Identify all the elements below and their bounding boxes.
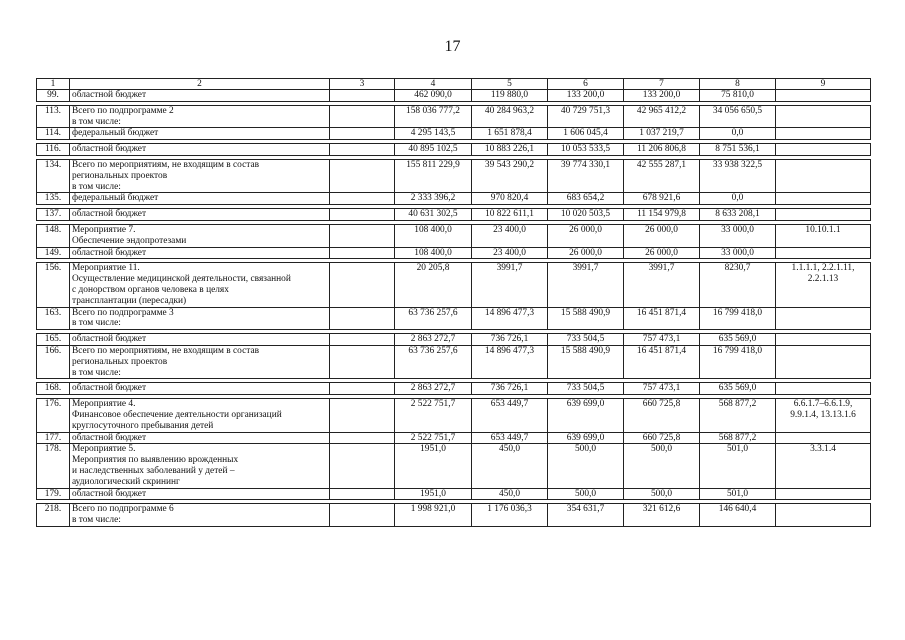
col-3-cell: [330, 128, 395, 140]
row-description: [70, 224, 330, 247]
row-description: [70, 90, 330, 102]
column-header-2: 2: [70, 79, 330, 90]
col-3-cell: [330, 209, 395, 221]
amount-col-4: 1 998 921,0: [395, 504, 472, 527]
col-3-cell: [330, 488, 395, 500]
indicator-codes: [776, 399, 871, 432]
amount-col-4: 4 295 143,5: [395, 128, 472, 140]
amount-col-7: 757 473,1: [624, 383, 700, 395]
table-row: [37, 159, 871, 192]
row-description: [70, 345, 330, 378]
amount-col-5: 3991,7: [472, 263, 548, 307]
amount-col-6: 10 053 533,5: [548, 144, 624, 156]
amount-col-5: 653 449,7: [472, 399, 548, 432]
amount-col-6: 500,0: [548, 488, 624, 500]
col-3-cell: [330, 90, 395, 102]
description-line: областной бюджет: [72, 90, 147, 100]
amount-col-7: 42 555 287,1: [624, 159, 700, 192]
col-3-cell: [330, 345, 395, 378]
description-line: Всего по мероприятиям, не входящим в состав: [72, 345, 260, 356]
amount-col-7: 500,0: [624, 488, 700, 500]
row-number: 116.: [37, 144, 70, 156]
amount-col-4: 2 522 751,7: [395, 432, 472, 444]
table-row: [37, 432, 871, 444]
row-number: 179.: [37, 488, 70, 500]
col-3-cell: [330, 144, 395, 156]
row-number: 165.: [37, 334, 70, 346]
indicator-codes: [776, 224, 871, 247]
amount-col-8: 0,0: [700, 193, 776, 205]
column-header-3: 3: [330, 79, 395, 90]
indicator-codes: [776, 334, 871, 346]
indicator-codes: [776, 247, 871, 259]
col-3-cell: [330, 399, 395, 432]
description-line: с донорством органов человека в целях: [72, 284, 229, 295]
row-description: [70, 209, 330, 221]
table-row: [37, 307, 871, 330]
amount-col-7: 3991,7: [624, 263, 700, 307]
indicator-codes: [776, 345, 871, 378]
indicator-codes: [776, 193, 871, 205]
row-description: [70, 128, 330, 140]
amount-col-8: 0,0: [700, 128, 776, 140]
col-3-cell: [330, 444, 395, 488]
description-line: в том числе:: [72, 318, 121, 329]
amount-col-4: 2 333 396,2: [395, 193, 472, 205]
amount-col-4: 108 400,0: [395, 224, 472, 247]
amount-col-4: 20 205,8: [395, 263, 472, 307]
description-line: областной бюджет: [72, 209, 147, 220]
row-number: 178.: [37, 444, 70, 488]
row-description: [70, 193, 330, 205]
amount-col-4: 40 895 102,5: [395, 144, 472, 156]
description-line: Мероприятие 11.: [72, 263, 140, 274]
row-number: 166.: [37, 345, 70, 378]
amount-col-8: 146 640,4: [700, 504, 776, 527]
amount-col-4: 2 522 751,7: [395, 399, 472, 432]
amount-col-7: 678 921,6: [624, 193, 700, 205]
amount-col-7: 660 725,8: [624, 432, 700, 444]
indicator-code-line: 9.9.1.4, 13.13.1.6: [790, 409, 856, 420]
row-number: 176.: [37, 399, 70, 432]
indicator-codes: [776, 159, 871, 192]
column-header-8: 8: [700, 79, 776, 90]
amount-col-5: 39 543 290,2: [472, 159, 548, 192]
indicator-code-line: 2.2.1.13: [807, 274, 839, 285]
row-number: 177.: [37, 432, 70, 444]
amount-col-6: 39 774 330,1: [548, 159, 624, 192]
indicator-codes: [776, 444, 871, 488]
description-line: Обеспечение эндопротезами: [72, 235, 187, 246]
amount-col-4: 40 631 302,5: [395, 209, 472, 221]
amount-col-4: 108 400,0: [395, 247, 472, 259]
description-line: трансплантации (пересадки): [72, 295, 187, 306]
row-description: [70, 488, 330, 500]
amount-col-5: 1 176 036,3: [472, 504, 548, 527]
amount-col-7: 26 000,0: [624, 247, 700, 259]
amount-col-6: 1 606 045,4: [548, 128, 624, 140]
amount-col-4: 462 090,0: [395, 90, 472, 102]
indicator-code-line: 3.3.1.4: [810, 444, 836, 455]
row-number: 148.: [37, 224, 70, 247]
amount-col-6: 733 504,5: [548, 383, 624, 395]
amount-col-6: 683 654,2: [548, 193, 624, 205]
description-line: областной бюджет: [72, 334, 147, 345]
amount-col-4: 2 863 272,7: [395, 334, 472, 346]
description-line: в том числе:: [72, 116, 121, 127]
column-header-1: 1: [37, 79, 70, 90]
row-number: 135.: [37, 193, 70, 205]
description-line: Мероприятие 5.: [72, 444, 136, 455]
budget-table: [36, 78, 871, 527]
description-line: Всего по подпрограмме 3: [72, 307, 174, 318]
indicator-codes: [776, 105, 871, 128]
row-description: [70, 432, 330, 444]
amount-col-5: 736 726,1: [472, 383, 548, 395]
description-line: федеральный бюджет: [72, 128, 159, 139]
table-row: [37, 193, 871, 205]
col-3-cell: [330, 247, 395, 259]
column-header-5: 5: [472, 79, 548, 90]
table-row: [37, 504, 871, 527]
table-body: [37, 79, 871, 527]
amount-col-8: 75 810,0: [700, 90, 776, 102]
description-line: областной бюджет: [72, 247, 147, 258]
amount-col-5: 40 284 963,2: [472, 105, 548, 128]
amount-col-7: 42 965 412,2: [624, 105, 700, 128]
description-line: областной бюджет: [72, 383, 147, 394]
row-number: 134.: [37, 159, 70, 192]
row-number: 218.: [37, 504, 70, 527]
amount-col-5: 119 880,0: [472, 90, 548, 102]
column-header-6: 6: [548, 79, 624, 90]
amount-col-7: 11 206 806,8: [624, 144, 700, 156]
amount-col-8: 16 799 418,0: [700, 345, 776, 378]
amount-col-8: 33 000,0: [700, 224, 776, 247]
amount-col-5: 23 400,0: [472, 247, 548, 259]
amount-col-6: 10 020 503,5: [548, 209, 624, 221]
indicator-code-line: 1.1.1.1, 2.2.1.11,: [791, 263, 855, 274]
indicator-codes: [776, 307, 871, 330]
col-3-cell: [330, 307, 395, 330]
col-3-cell: [330, 383, 395, 395]
amount-col-8: 33 938 322,5: [700, 159, 776, 192]
indicator-codes: [776, 209, 871, 221]
col-3-cell: [330, 193, 395, 205]
amount-col-5: 23 400,0: [472, 224, 548, 247]
amount-col-7: 26 000,0: [624, 224, 700, 247]
col-3-cell: [330, 159, 395, 192]
row-number: 114.: [37, 128, 70, 140]
amount-col-8: 568 877,2: [700, 432, 776, 444]
amount-col-4: 155 811 229,9: [395, 159, 472, 192]
row-description: [70, 504, 330, 527]
row-description: [70, 263, 330, 307]
description-line: и наследственных заболеваний у детей –: [72, 465, 235, 476]
table-row: [37, 247, 871, 259]
row-number: 168.: [37, 383, 70, 395]
amount-col-7: 500,0: [624, 444, 700, 488]
row-description: [70, 247, 330, 259]
table-row: [37, 444, 871, 488]
amount-col-4: 2 863 272,7: [395, 383, 472, 395]
amount-col-6: 26 000,0: [548, 224, 624, 247]
amount-col-8: 33 000,0: [700, 247, 776, 259]
amount-col-5: 653 449,7: [472, 432, 548, 444]
row-description: [70, 334, 330, 346]
amount-col-6: 354 631,7: [548, 504, 624, 527]
table-row: [37, 90, 871, 102]
amount-col-5: 970 820,4: [472, 193, 548, 205]
amount-col-6: 500,0: [548, 444, 624, 488]
amount-col-5: 736 726,1: [472, 334, 548, 346]
row-number: 99.: [37, 90, 70, 102]
indicator-codes: [776, 432, 871, 444]
amount-col-8: 568 877,2: [700, 399, 776, 432]
amount-col-5: 10 822 611,1: [472, 209, 548, 221]
row-number: 137.: [37, 209, 70, 221]
indicator-codes: [776, 488, 871, 500]
column-header-7: 7: [624, 79, 700, 90]
row-number: 163.: [37, 307, 70, 330]
table-row: [37, 345, 871, 378]
table-row: [37, 334, 871, 346]
amount-col-6: 40 729 751,3: [548, 105, 624, 128]
indicator-codes: [776, 383, 871, 395]
col-3-cell: [330, 432, 395, 444]
description-line: в том числе:: [72, 181, 121, 192]
description-line: Осуществление медицинской деятельности, связанной: [72, 274, 291, 285]
amount-col-5: 1 651 878,4: [472, 128, 548, 140]
row-description: [70, 307, 330, 330]
table-row: [37, 144, 871, 156]
indicator-code-line: 10.10.1.1: [805, 224, 841, 235]
description-line: федеральный бюджет: [72, 193, 159, 204]
amount-col-6: 3991,7: [548, 263, 624, 307]
amount-col-4: 1951,0: [395, 444, 472, 488]
amount-col-8: 501,0: [700, 488, 776, 500]
amount-col-8: 8 633 208,1: [700, 209, 776, 221]
col-3-cell: [330, 334, 395, 346]
amount-col-7: 1 037 219,7: [624, 128, 700, 140]
row-number: 149.: [37, 247, 70, 259]
amount-col-7: 133 200,0: [624, 90, 700, 102]
description-line: в том числе:: [72, 515, 121, 526]
table-row: [37, 128, 871, 140]
amount-col-6: 15 588 490,9: [548, 345, 624, 378]
amount-col-8: 16 799 418,0: [700, 307, 776, 330]
col-3-cell: [330, 263, 395, 307]
table-row: [37, 105, 871, 128]
amount-col-4: 63 736 257,6: [395, 345, 472, 378]
amount-col-6: 133 200,0: [548, 90, 624, 102]
indicator-codes: [776, 90, 871, 102]
amount-col-7: 16 451 871,4: [624, 307, 700, 330]
indicator-codes: [776, 144, 871, 156]
description-line: областной бюджет: [72, 432, 147, 443]
amount-col-7: 757 473,1: [624, 334, 700, 346]
table-row: [37, 399, 871, 432]
description-line: Всего по подпрограмме 6: [72, 504, 174, 515]
column-header-4: 4: [395, 79, 472, 90]
row-description: [70, 159, 330, 192]
amount-col-5: 450,0: [472, 488, 548, 500]
amount-col-4: 158 036 777,2: [395, 105, 472, 128]
page-number: 17: [444, 38, 461, 55]
amount-col-7: 660 725,8: [624, 399, 700, 432]
indicator-codes: [776, 504, 871, 527]
table-row: [37, 209, 871, 221]
description-line: в том числе:: [72, 367, 121, 378]
row-description: [70, 444, 330, 488]
description-line: Финансовое обеспечение деятельности организаций: [72, 409, 282, 420]
column-header-9: 9: [776, 79, 871, 90]
description-line: региональных проектов: [72, 170, 168, 181]
indicator-codes: [776, 263, 871, 307]
indicator-code-line: 6.6.1.7–6.6.1.9,: [793, 399, 853, 410]
amount-col-5: 10 883 226,1: [472, 144, 548, 156]
row-description: [70, 144, 330, 156]
amount-col-6: 15 588 490,9: [548, 307, 624, 330]
description-line: аудиологический скрининг: [72, 476, 180, 487]
amount-col-8: 8230,7: [700, 263, 776, 307]
table-row: [37, 383, 871, 395]
row-description: [70, 383, 330, 395]
amount-col-7: 321 612,6: [624, 504, 700, 527]
amount-col-8: 635 569,0: [700, 383, 776, 395]
amount-col-5: 14 896 477,3: [472, 345, 548, 378]
description-line: областной бюджет: [72, 144, 147, 155]
amount-col-6: 639 699,0: [548, 432, 624, 444]
description-line: Мероприятие 4.: [72, 399, 136, 410]
amount-col-6: 26 000,0: [548, 247, 624, 259]
description-line: областной бюджет: [72, 488, 147, 499]
description-line: Мероприятие 7.: [72, 224, 136, 235]
amount-col-5: 14 896 477,3: [472, 307, 548, 330]
amount-col-7: 11 154 979,8: [624, 209, 700, 221]
amount-col-6: 639 699,0: [548, 399, 624, 432]
amount-col-8: 501,0: [700, 444, 776, 488]
amount-col-8: 635 569,0: [700, 334, 776, 346]
amount-col-6: 733 504,5: [548, 334, 624, 346]
description-line: Мероприятия по выявлению врожденных: [72, 455, 239, 466]
table-header-row: [37, 79, 871, 90]
table-row: [37, 488, 871, 500]
amount-col-8: 34 056 650,5: [700, 105, 776, 128]
amount-col-4: 63 736 257,6: [395, 307, 472, 330]
table-row: [37, 224, 871, 247]
row-number: 156.: [37, 263, 70, 307]
amount-col-4: 1951,0: [395, 488, 472, 500]
col-3-cell: [330, 224, 395, 247]
amount-col-5: 450,0: [472, 444, 548, 488]
amount-col-8: 8 751 536,1: [700, 144, 776, 156]
description-line: Всего по мероприятиям, не входящим в состав: [72, 159, 260, 170]
col-3-cell: [330, 105, 395, 128]
row-description: [70, 399, 330, 432]
table-row: [37, 263, 871, 307]
row-description: [70, 105, 330, 128]
row-number: 113.: [37, 105, 70, 128]
amount-col-7: 16 451 871,4: [624, 345, 700, 378]
indicator-codes: [776, 128, 871, 140]
description-line: региональных проектов: [72, 356, 168, 367]
description-line: круглосуточного пребывания детей: [72, 420, 214, 431]
col-3-cell: [330, 504, 395, 527]
description-line: Всего по подпрограмме 2: [72, 105, 174, 116]
